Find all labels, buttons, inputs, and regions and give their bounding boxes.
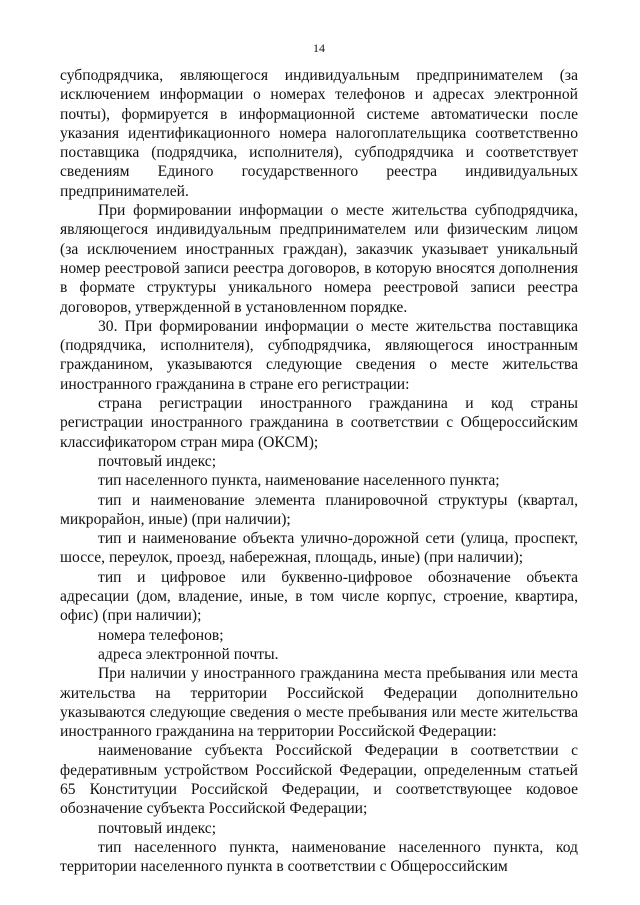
list-item-subject: наименование субъекта Российской Федерации в соответствии с федеративным устройством Российской Федерации, определенным статьей 65 Конституции Российской Федерации, и соответствующее кодовое обозначение субъекта Российской Федерации; [60, 742, 578, 818]
list-item-street: тип и наименование объекта улично-дорожной сети (улица, проспект, шоссе, переулок, проезд, набережная, площадь, иные) (при наличии); [60, 530, 578, 567]
list-item-locality-ru: тип населенного пункта, наименование населенного пункта, код территории населенного пункта в соответствии с Общероссийским [60, 838, 578, 876]
list-item-emails: адреса электронной почты. [98, 645, 279, 663]
document-page [60, 0, 578, 905]
list-item-building: тип и цифровое или буквенно-цифровое обозначение объекта адресации (дом, владение, иные, в том числе корпус, строение, квартира, офис) (при наличии); [60, 568, 578, 625]
list-item-locality: тип населенного пункта, наименование населенного пункта; [98, 472, 500, 490]
list-item-postal-code: почтовый индекс; [98, 452, 217, 470]
paragraph-residence-info: При формировании информации о месте жительства субподрядчика, являющегося индивидуальным предпринимателем или физическим лицом (за исключением иностранных граждан), заказчик указывает уникальный номер реестровой записи реестра договоров, в которую вносятся дополнения в формате структуры уникального номера реестровой записи реестра договоров, утвержденной в установленном порядке. [60, 202, 578, 316]
list-item-country: страна регистрации иностранного гражданина и код страны регистрации иностранного гражданина в соответствии с Общероссийским классификатором стран мира (ОКСМ); [60, 395, 578, 451]
paragraph-russian-residence: При наличии у иностранного гражданина места пребывания или места жительства на территории Российской Федерации дополнительно указываются следующие сведения о месте пребывания или месте жительства иностранного гражданина на территории Российской Федерации: [60, 665, 578, 741]
list-item-phones: номера телефонов; [98, 626, 224, 644]
list-item-planning-structure: тип и наименование элемента планировочной структуры (квартал, микрорайон, иные) (при наличии); [60, 491, 578, 528]
paragraph-continuation: субподрядчика, являющегося индивидуальным предпринимателем (за исключением информации о номерах телефонов и адресах электронной почты), формируется в информационной системе автоматически после указания идентификационного номера налогоплательщика соответственно поставщика (подрядчика, исполнителя), субподрядчика и соответствует сведениям Единого государственного реестра индивидуальных предпринимателей. [60, 67, 578, 200]
paragraph-item-30: 30. При формировании информации о месте жительства поставщика (подрядчика, исполнителя), субподрядчика, являющегося иностранным гражданином, указываются следующие сведения о месте жительства иностранного гражданина в стране его регистрации: [60, 317, 578, 393]
document-body [60, 66, 578, 876]
page-number: 14 [313, 41, 325, 55]
list-item-postal-code-ru: почтовый индекс; [98, 819, 217, 837]
